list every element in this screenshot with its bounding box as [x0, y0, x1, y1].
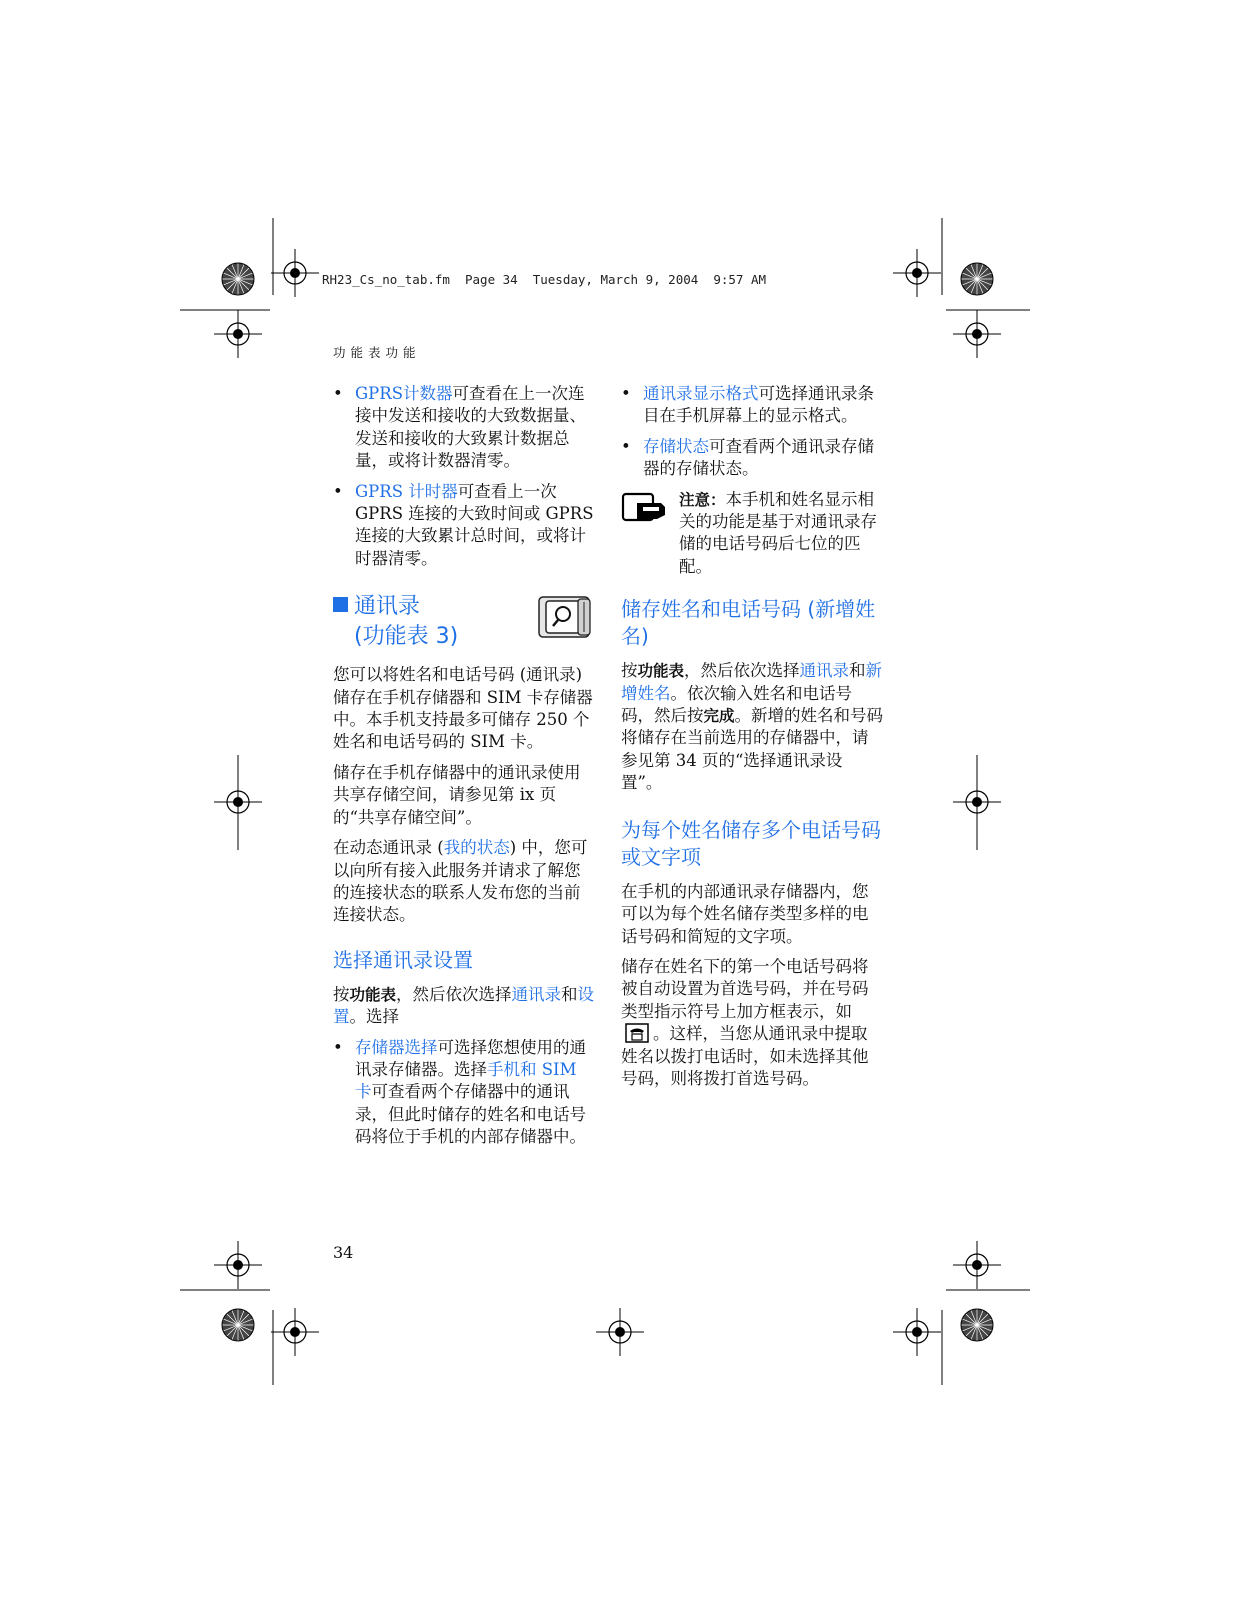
contacts-link[interactable]: 通讯录	[511, 984, 562, 1004]
list-item	[333, 383, 595, 473]
list-item	[333, 1037, 595, 1149]
square-bullet-icon	[333, 597, 348, 612]
list-item	[621, 436, 883, 481]
section-title-line1: 通讯录	[354, 594, 421, 620]
registration-mark-icon	[596, 1308, 644, 1356]
contacts-search-icon	[538, 594, 594, 640]
save-names-paragraph	[621, 660, 883, 794]
text-segment: 储存在姓名下的第一个电话号码将被自动设置为首选号码，并在号码类型指示符号上加方框表示，如	[621, 956, 869, 1021]
intro-paragraph-1: 您可以将姓名和电话号码 (通讯录) 储存在手机存储器和 SIM 卡存储器中。本手机支持最多可储存 250 个姓名和电话号码的 SIM 卡。	[333, 665, 593, 752]
heading-multiple-numbers: 为每个姓名储存多个电话号码或文字项	[621, 817, 881, 869]
text-segment: 按	[333, 984, 350, 1004]
text-segment: 和	[561, 984, 578, 1004]
add-name-link[interactable]: 新增姓名	[621, 661, 883, 703]
list-item-text: 可查看在上一次连接中发送和接收的大致数据量、发送和接收的大致累计数据总量，或将计数器清零。	[355, 384, 586, 471]
text-segment: ，然后依次选择	[396, 984, 512, 1004]
registration-mark-icon	[953, 310, 1001, 358]
registration-mark-icon	[893, 1308, 941, 1356]
done-keyword: 完成	[703, 707, 735, 726]
text-segment: ) 中，您可以向所有接入此服务并请求了解您的连接状态的联系人发布您的当前连接状态。	[333, 838, 588, 925]
heading-save-names-numbers: 储存姓名和电话号码 (新增姓名)	[621, 597, 876, 649]
text-segment: 。新增的姓名和号码将储存在当前选用的存储器中，请参见第 34 页的“选择通讯录设置”。	[621, 706, 884, 793]
multiple-numbers-paragraph-1: 在手机的内部通讯录存储器内，您可以为每个姓名储存类型多样的电话号码和简短的文字项。	[621, 881, 869, 946]
my-presence-link[interactable]: 我的状态	[443, 838, 510, 858]
registration-mark-icon	[214, 310, 262, 358]
registration-mark-icon	[271, 249, 319, 297]
section-title-line2: (功能表 3)	[354, 624, 459, 650]
list-item-text: 可查看两个存储器中的通讯录，但此时储存的姓名和电话号码将位于手机的内部存储器中。	[355, 1082, 586, 1147]
running-head: 功能表功能	[333, 345, 421, 360]
text-segment: ，然后依次选择	[684, 661, 800, 681]
left-column	[333, 383, 595, 1157]
color-wheel-icon	[222, 263, 254, 295]
registration-mark-icon	[214, 1241, 262, 1289]
memory-bullet-list	[333, 1037, 595, 1149]
phone-number-icon	[625, 1023, 649, 1043]
text-segment: 在动态通讯录 (	[333, 838, 444, 858]
registration-mark-icon	[953, 1241, 1001, 1289]
display-bullet-list	[621, 383, 883, 481]
text-segment: 按	[621, 661, 638, 681]
contacts-link[interactable]: 通讯录	[799, 661, 850, 681]
file-info-line: RH23_Cs_no_tab.fm Page 34 Tuesday, March 9, 2004 9:57 AM	[322, 272, 767, 287]
gprs-bullet-list	[333, 383, 595, 570]
color-wheel-icon	[961, 263, 993, 295]
subheading-contacts-settings: 选择通讯录设置	[333, 947, 473, 972]
memory-status-link[interactable]: 存储状态	[643, 436, 709, 456]
note-hand-icon	[621, 491, 667, 525]
list-item-text: 可选择您想使用的通讯录存储器。选择	[355, 1037, 586, 1079]
text-segment: 和	[849, 661, 866, 681]
right-column	[621, 383, 883, 1098]
list-item	[621, 383, 883, 428]
registration-mark-icon	[271, 1308, 319, 1356]
text-segment: 。这样，当您从通讯录中提取姓名以拨打电话时，如未选择其他号码，则将拨打首选号码。	[621, 1024, 869, 1088]
multiple-numbers-paragraph-2	[621, 956, 883, 1090]
gprs-counter-link[interactable]: GPRS计数器	[355, 384, 453, 403]
menu-keyword: 功能表	[349, 985, 397, 1004]
list-item-text: 可查看两个通讯录存储器的存储状态。	[643, 436, 874, 479]
text-segment: 。依次输入姓名和电话号码，然后按	[621, 683, 852, 726]
note-box	[621, 489, 883, 579]
list-item-text: 可选择通讯录条目在手机屏幕上的显示格式。	[643, 384, 874, 426]
color-wheel-icon	[961, 1309, 993, 1341]
menu-keyword: 功能表	[637, 662, 685, 681]
note-text: 本手机和姓名显示相关的功能是基于对通讯录存储的电话号码后七位的匹配。	[679, 489, 877, 576]
intro-paragraph-3	[333, 837, 595, 927]
contacts-view-link[interactable]: 通讯录显示格式	[643, 384, 759, 403]
note-label: 注意：	[679, 490, 726, 509]
section-title	[333, 592, 595, 658]
phone-and-sim-link[interactable]: 手机和 SIM 卡	[355, 1059, 577, 1102]
memory-selection-link[interactable]: 存储器选择	[355, 1037, 438, 1057]
list-item-text: 可查看上一次 GPRS 连接的大致时间或 GPRS 连接的大致累计总时间，或将计时器清零。	[355, 481, 594, 568]
text-segment: 。选择	[349, 1007, 399, 1027]
gprs-timer-link[interactable]: GPRS 计时器	[355, 481, 458, 501]
list-item	[333, 481, 595, 571]
registration-mark-icon	[893, 249, 941, 297]
intro-paragraph-2: 储存在手机存储器中的通讯录使用共享存储空间，请参见第 ix 页的“共享存储空间”。	[333, 762, 581, 827]
page-number: 34	[333, 1243, 354, 1262]
color-wheel-icon	[222, 1309, 254, 1341]
settings-link[interactable]: 设置	[333, 984, 595, 1027]
settings-paragraph	[333, 984, 595, 1029]
